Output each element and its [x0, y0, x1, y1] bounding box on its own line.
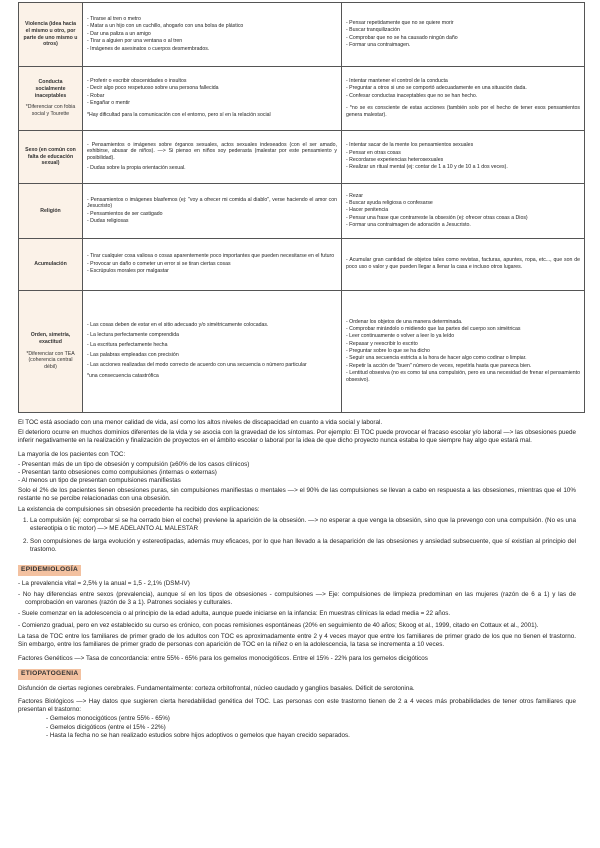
compulsion-item: - Repetir la acción de "buen" número de veces, repetirla hasta que parezca bien. [346, 363, 580, 370]
compulsion-item: - *no se es consciente de estas acciones (también solo por el hecho de tener esos pensamientos genera malestar). [346, 105, 580, 119]
compulsion-item: - Intentar sacar de la mente los pensamientos sexuales [346, 142, 580, 149]
list-item: - No hay diferencias entre sexos (prevalencia), aunque sí en los tipos de obsesiones - compulsiones —> Eje: compulsiones de limpieza predominan en las mujeres (razón de 6 a 1) y las de comprobación en varones (razón de 3 a 1). Patrones sociales y culturales. [18, 591, 576, 607]
obsessions-cell [83, 67, 342, 131]
obsessions-note: *Hay dificultad para la comunicación con el entorno, pero sí en la relación social [87, 111, 271, 118]
obsession-item: - Pensamientos o imágenes sobre órganos sexuales, actos sexuales indeseados (con el ser amado, exhibirse, abusar de niños). —> Si pienso en niños soy pederasta (malestar por este pensamiento y posibilidad). [87, 142, 337, 163]
category-label: Orden, simetría, exactitud [30, 331, 71, 345]
compulsion-item: - Buscar ayuda religiosa o confesarse [346, 200, 580, 207]
compulsion-item: - Preguntar a otros si uno se comportó adecuadamente en una situación dada. [346, 85, 580, 92]
compulsion-item: - Hacer penitencia [346, 207, 580, 214]
compulsion-item: - Confesar conductas inaceptables que no se han hecho. [346, 93, 580, 100]
row-category [19, 239, 83, 291]
obsession-item: - Proferir o escribir obscenidades o insultos [87, 78, 337, 85]
obsession-item: - Tirar cualquier cosa valiosa o cosas aparentemente poco importantes que pueden necesitarse en el futuro [87, 253, 337, 260]
row-category [19, 3, 83, 67]
compulsion-item: - Formar una contraimagen. [346, 42, 580, 49]
category-label: Religión [40, 207, 61, 214]
category-label: Violencia (idea hacia el mismo u otro, por parte de uno mismo u otros) [23, 20, 78, 48]
list-item: - Comienzo gradual, pero en vez establecido su curso es crónico, con pocas remisiones espontáneas (20% en seguimiento de 40 años; Skoog et al., 1999, citado en Cottaux et al., 2001). [18, 622, 576, 630]
list-item: - La prevalencia vital = 2,5% y la anual = 1,5 - 2,1% (DSM-IV) [18, 580, 576, 588]
epidemiology-list [18, 580, 576, 630]
obsession-item: - La escritura perfectamente hecha [87, 342, 337, 349]
compulsion-item: - Comprobar que no se ha causado ningún daño [346, 35, 580, 42]
obsession-item: - Matar a un hijo con un cuchillo, ahogarlo con una bolsa de plástico [87, 23, 337, 30]
compulsions-cell [342, 184, 585, 239]
twins-list [46, 715, 576, 740]
obsession-item: - Decir algo poco respetuoso sobre una persona fallecida [87, 85, 337, 92]
obsession-item: - Pensamientos de ser castigado [87, 211, 337, 218]
obsession-item: - Las acciones realizadas del modo correcto de acuerdo con una secuencia o número particular [87, 362, 337, 369]
compulsion-item: - Comprobar mirándolo o midiendo que las partes del cuerpo son simétricas [346, 326, 580, 333]
obsession-item: - Escrúpulos morales por malgastar [87, 268, 337, 275]
list-item: - Gemelos monocigóticos (entre 55% - 65%) [46, 715, 576, 723]
compulsion-item: - Pensar en otras cosas [346, 150, 580, 157]
compulsion-item: - Repasar y reescribir lo escrito [346, 341, 580, 348]
list-item: 2. Son compulsiones de larga evolución y estereotipadas, además muy eficaces, por lo que han llevado a la desaparición de las obsesiones y ansiedad subsecuente, que sí existían al principio del trastorno. [30, 538, 576, 554]
category-label: Sexo (en común con falta de educación sexual) [25, 146, 76, 167]
row-category [19, 184, 83, 239]
epidemiology-heading: EPIDEMIOLOGÍA [18, 565, 81, 576]
compulsion-item: - Formar una contraimagen de adoración a Jesucristo. [346, 222, 580, 229]
table-row [19, 131, 585, 184]
list-item: - Suele comenzar en la adolescencia o al principio de la edad adulta, aunque puede iniciarse en la infancia: En muestras clínicas la edad media = 22 años. [18, 610, 576, 618]
majority-list [18, 461, 576, 486]
obsession-item: - La lectura perfectamente comprendida [87, 332, 337, 339]
obsession-item: - Robar [87, 93, 337, 100]
compulsion-item: - Preguntar sobre lo que se ha dicho [346, 348, 580, 355]
obsessions-compulsions-table [18, 2, 585, 413]
genetic-paragraph: Factores Genéticos —> Tasa de concordancia: entre 55% - 65% para los gemelos monocigóticos. Entre el 15% - 22% para los gemelos dicigóticos [18, 655, 428, 663]
obsession-item: - Provocar un daño o cometer un error si se tiran ciertas cosas [87, 261, 337, 268]
explanations-list [18, 517, 576, 555]
category-label: Conducta socialmente inaceptables [34, 78, 67, 99]
compulsions-cell [342, 67, 585, 131]
compulsion-item: - Intentar mantener el control de la conducta [346, 78, 580, 85]
obsessions-cell [83, 3, 342, 67]
family-paragraph: La tasa de TOC entre los familiares de primer grado de los adultos con TOC es aproximadamente entre 2 y 4 veces mayor que entre los familiares de primer grado de los que no tienen el trastorno. Sin embargo, entre los familiares de primer grado de personas con aparición de TOC en la niñez o en la adolescencia, la tasa se incrementa a 10 veces. [18, 632, 576, 648]
list-item: - Presentan tanto obsesiones como compulsiones (internas o externas) [18, 469, 576, 477]
obsession-item: - Pensamientos o imágenes blasfemos (ej: "voy a ofrecer mi comida al diablo", verse haciendo el amor con Jesucristo) [87, 197, 337, 211]
intro-paragraph-3: Solo el 2% de los pacientes tienen obsesiones puras, sin compulsiones manifiestas o mentales —> el 90% de las compulsiones se llevan a cabo en respuesta a las obsesiones, mientras que el 10% restante no se percibe relacionadas con una obsesión. [18, 487, 576, 503]
obsession-item: - Dar una paliza a un amigo [87, 31, 337, 38]
category-note: *Diferenciar con fobia social y Tourette [25, 104, 76, 118]
obsessions-cell [83, 239, 342, 291]
row-category [19, 291, 83, 413]
obsession-item: - Engañar o mentir [87, 100, 337, 107]
list-item: - Gemelos dicigóticos (entre el 15% - 22%) [46, 724, 576, 732]
table-row [19, 239, 585, 291]
obsessions-cell [83, 291, 342, 413]
compulsion-item: - Recordarse experiencias heterosexuales [346, 157, 580, 164]
obsession-item: - Tirar a alguien por una ventana o al tren [87, 38, 337, 45]
compulsions-cell [342, 239, 585, 291]
obsession-item: - Las cosas deben de estar en el sitio adecuado y/o simétricamente colocadas. [87, 322, 337, 329]
table-row [19, 291, 585, 413]
intro-paragraph-4: La existencia de compulsiones sin obsesión precedente ha recibido dos explicaciones: [18, 505, 260, 513]
compulsions-cell [342, 291, 585, 413]
list-item: - Presentan más de un tipo de obsesión y compulsión (≥60% de los casos clínicos) [18, 461, 576, 469]
etiopathogeny-paragraph-1: Disfunción de ciertas regiones cerebrales. Fundamentalmente: corteza orbitofrontal, núcleo caudado y ganglios basales. Déficit de serotonina. [18, 684, 415, 692]
obsession-item: - Dudas sobre la propia orientación sexual. [87, 165, 337, 172]
obsessions-cell [83, 184, 342, 239]
category-note: *Diferenciar con TEA (coherencia central débil) [26, 350, 75, 371]
compulsion-item: - Buscar tranquilización [346, 27, 580, 34]
table-row [19, 184, 585, 239]
compulsions-cell [342, 131, 585, 184]
compulsions-cell [342, 3, 585, 67]
obsessions-cell [83, 131, 342, 184]
compulsion-item: - Acumular gran cantidad de objetos tales como revistas, facturas, apuntes, ropa, etc..., que son de poco uso o valor y que pueden llegar a llenar la casa e incluso otros lugares. [346, 257, 580, 271]
intro-paragraph-1: El TOC está asociado con una menor calidad de vida, así como los altos niveles de discapacidad en cuanto a vida social y laboral. [18, 419, 383, 426]
list-item: - Al menos un tipo de presentan compulsiones manifiestas [18, 477, 576, 485]
obsession-item: - Las palabras empleadas con precisión [87, 352, 337, 359]
table-row [19, 67, 585, 131]
compulsion-item: - Pensar una frase que contrarreste la obsesión (ej: ofrecer otras cosas a Dios) [346, 215, 580, 222]
list-item: 1. La compulsión (ej: comprobar si se ha cerrado bien el coche) previene la aparición de la obsesión. —> no esperar a que venga la obsesión, sino que la prevengo con una compulsión. (No es una estereotipia o tic motor) —> ME ADELANTO AL MALESTAR [30, 517, 576, 533]
table-row [19, 3, 585, 67]
intro-paragraph-2: El deterioro ocurre en muchos dominios diferentes de la vida y se asocia con la gravedad de los síntomas. Por ejemplo: El TOC puede provocar el fracaso escolar y/o laboral —> las obsesiones puede inferir negativamente en la realización y finalización de proyectos en el ámbito escolar o laboral por la idea de que dicho proyecto nunca estaba lo que siempre hay algo que estará mal. [18, 429, 576, 445]
compulsion-item: - Rezar [346, 193, 580, 200]
obsession-item: - Dudas religiosas [87, 218, 337, 225]
compulsion-item: - Seguir una secuencia estricta a la hora de hacer algo como codinar o limpiar. [346, 355, 580, 362]
obsession-item: - Imágenes de asesinatos o cuerpos desmembrados. [87, 46, 337, 53]
compulsion-item: - Realizar un ritual mental (ej: contar de 1 a 10 y de 10 a 1 dos veces). [346, 164, 580, 171]
compulsion-item: - Ordenar los objetos de una manera determinada. [346, 319, 580, 326]
obsession-item: - Tirarse al tren o metro [87, 16, 337, 23]
compulsion-item: - Leer continuamente o volver a leer lo ya leído [346, 333, 580, 340]
compulsion-item: - Lentitud obsesiva (no es como tal una compulsión, pero es una necesidad de frenar el pensamiento obsesivo). [346, 370, 580, 384]
list-item: - Hasta la fecha no se han realizado estudios sobre hijos adoptivos o gemelos que hayan crecido separados. [46, 732, 576, 740]
obsessions-note: *una consecuencia catastrófica [87, 373, 159, 380]
row-category [19, 131, 83, 184]
etiopathogeny-heading: ETIOPATOGENIA [18, 669, 81, 680]
etiopathogeny-paragraph-2: Factores Biológicos —> Hay datos que sugieren cierta heredabilidad genética del TOC. Las personas con este trastorno tienen de 2 a 4 veces más probabilidades de tener otros familiares que presentan el trastorno: [18, 698, 576, 714]
compulsion-item: - Pensar repetidamente que no se quiere morir [346, 20, 580, 27]
majority-title: La mayoría de los pacientes con TOC: [18, 450, 126, 458]
row-category [19, 67, 83, 131]
category-label: Acumulación [34, 261, 67, 268]
